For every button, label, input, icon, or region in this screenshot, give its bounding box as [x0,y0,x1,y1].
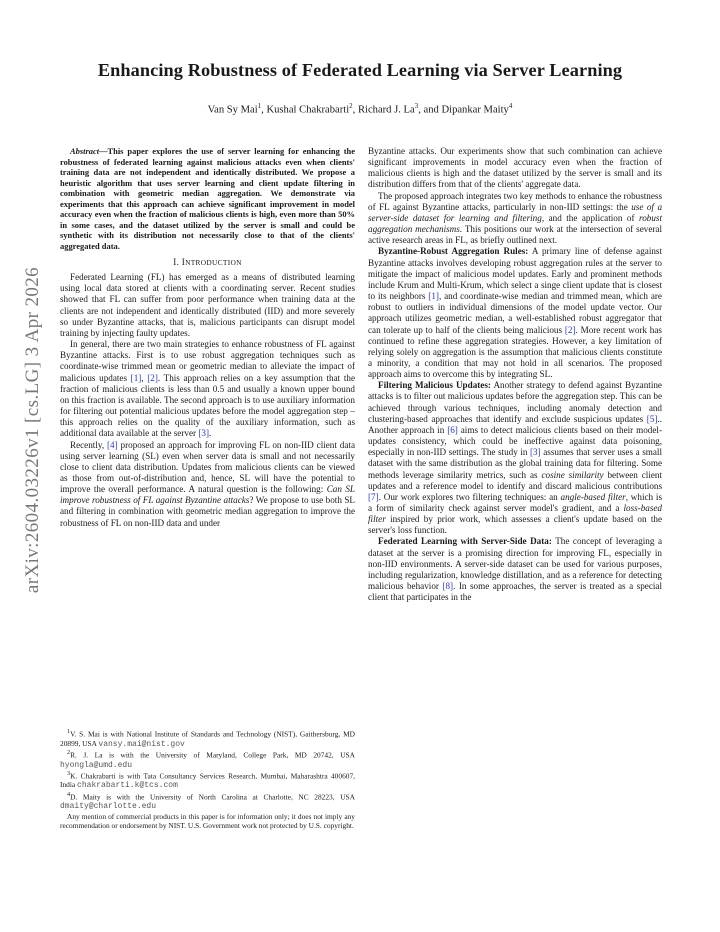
citation-link[interactable]: [5] [646,413,658,424]
body-paragraph: Filtering Malicious Updates: Another strategy to defend against Byzantine attacks is to filter out malicious updates before the aggregation step. This can be achieved through various techniques, including anomaly detection and clustering-based approaches that identify and exclude suspicious updates [5].. Another approach in [6] aims to detect malicious clients based on their model-updates consistency, which could be ineffective against data poisoning, especially in non-IID settings. The study in [3] assumes that server uses a small dataset with the same distribution as the global training data for filtering. Some methods leverage similarity metrics, such as cosine similarity between client updates and a reference model to identify and discard malicious contributions [7]. Our work explores two filtering techniques: an angle-based filter, which is a form of similarity check against server model's gradient, and a loss-based filter inspired by prior work, which assesses a client's update based on the server's loss function. [368,380,663,536]
body-paragraph: Byzantine attacks. Our experiments show that such combination can achieve significant improvements in model accuracy even when the fraction of malicious clients is high and the dataset utilized by the server is small and its distribution differs from that of the clients' aggregate data. [368,146,662,190]
author-affiliation-mark: 2 [349,102,353,110]
author-name: Van Sy Mai [207,104,258,116]
author-affiliation-mark: 3 [414,102,419,110]
body-paragraph: Federated Learning with Server-Side Data: The concept of leveraging a dataset at the server is a promising direction for improving FL, especially in non-IID environments. A server-side dataset can be used for various purposes, including regularization, knowledge distillation, and as a reference for detecting malicious behavior [8]. In some approaches, the server is treated as a special client that participates in the [368,536,662,603]
author-name: Richard J. La [357,104,415,116]
footnote-affiliation: $^2$R. J. La is with the University of Maryland, College Park, MD 20742, USA hyongla@umd.edu [60,749,355,770]
arxiv-identifier: arXiv:2604.03226v1 [cs.LG] 3 Apr 2026 [22,266,43,594]
run-in-heading: Byzantine-Robust Aggregation Rules: [378,246,529,257]
intro-paragraph: Recently, [4] proposed an approach for improving FL on non-IID client data using server learning (SL) even when server data is small and not necessarily close to client data distribution. Updates from malicious clients can be viewed as those from out-of-distribution and, hence, SL will have the potential to improve the overall performance. A natural question is the following: Can SL improve robustness of FL against Byzantine attacks? We propose to use both SL and filtering in combination with geometric median aggregation to improve the robustness of FL on non-IID data and under [60,439,356,528]
citation-link[interactable]: [1] [428,291,439,302]
abstract-text: —This paper explores the use of server learning for enhancing the robustness of federated learning against malicious attacks even when clients' training data are not independent and identically distributed. We propose a heuristic algorithm that uses server learning and client update filtering in combination with geometric median aggregation. We demonstrate via experiments that this approach can achieve significant improvement in model accuracy even when the fraction of malicious clients is high, even more than 50% in some cases, and the dataset utilized by the server is small and could be synthetic with its distribution not necessarily close to that of the clients' aggregated data. [60,146,355,251]
email-link[interactable]: chakrabarti.k@tcs.com [77,781,178,791]
author-name: Kushal Chakrabarti [266,104,350,116]
footnotes [60,728,355,830]
citation-link[interactable]: [1] [130,372,142,383]
author-affiliation-mark: 1 [257,102,262,110]
citation-link[interactable]: [6] [447,424,458,435]
footnote-affiliation: $^1$V. S. Mai is with National Institute of Standards and Technology (NIST), Gaithersburg, MD 20899, USA vansy.mai@nist.gov [60,729,355,749]
citation-link[interactable]: [2] [564,324,576,335]
body-paragraph: Byzantine-Robust Aggregation Rules: A primary line of defense against Byzantine attacks involves developing robust aggregation rules at the server to mitigate the impact of malicious model updates. Early and prominent methods include Krum and Multi-Krum, which select a singe client update that is closest to its neighbors [1], and coordinate-wise median and trimmed mean, which are robust to outliers in individual dimensions of the model update vector. Our approach utilizes geometric median, a well-established robust aggregator that can tolerate up to half of the clients being malicious [2]. More recent work has continued to refine these aggregation strategies. However, a key limitation of relying solely on aggregation is the assumption that malicious clients constitute a minority, a condition that may not hold in all scenarios. The proposed approach aims to overcome this by integrating SL. [368,246,662,380]
footnote-disclaimer: Any mention of commercial products in this paper is for information only; it does not imply any recommendation or endorsement by NIST. U.S. Government work not protected by U.S. copyright. [60,811,355,830]
email-link[interactable]: hyongla@umd.edu [60,760,133,770]
intro-paragraph: In general, there are two main strategies to enhance robustness of FL against Byzantine attacks. First is to use robust aggregation techniques such as coordinate-wise trimmed mean or geometric median to alleviate the impact of malicious updates [1], [2]. This approach relies on a key assumption that the fraction of malicious clients is less than 0.5 and usually a known upper bound on this fraction is available. The second approach is to use auxiliary information for filtering out potential malicious updates before the model aggregation step – this approach relies on the quality of the auxiliary information, such as additional data available at the server [3]. [60,339,356,439]
run-in-heading: Federated Learning with Server-Side Data: [378,536,552,547]
abstract [60,146,355,251]
run-in-heading: Filtering Malicious Updates: [378,380,491,391]
citation-link[interactable]: [3] [198,428,209,439]
citation-link[interactable]: [2] [147,372,158,383]
section-heading-introduction: I. INTRODUCTION [173,257,242,267]
citation-link[interactable]: [4] [107,439,118,450]
intro-paragraph: Federated Learning (FL) has emerged as a means of distributed learning using local data stored at clients with a coordinating server. Recent studies showed that FL can suffer from poor performance when training data at the clients are not independent and identically distributed (IID) and more severely so under Byzantine attacks, that is, malicious participants can disrupt model training by injecting faulty updates. [60,272,355,338]
email-link[interactable]: dmaity@charlotte.edu [60,802,157,812]
email-link[interactable]: vansy.mai@nist.gov [98,739,185,749]
abstract-label: Abstract [70,146,100,156]
research-question: Can SL improve robustness of FL against Byzantine attacks [60,484,355,506]
arxiv-sidebar-stamp [18,190,48,670]
body-paragraph: The proposed approach integrates two key methods to enhance the robustness of FL against Byzantine attacks, particularly in non-IID settings: the use of a server-side dataset for learning and filtering, and the application of robust aggregation mechanisms. This positions our work at the intersection of several active research areas in FL, as briefly outlined next. [368,190,663,246]
author-name: Dipankar Maity [441,104,509,116]
citation-link[interactable]: [8] [442,581,454,592]
citation-link[interactable]: [3] [530,447,541,458]
author-list: Van Sy Mai$^1$, Kushal Chakrabarti$^2$, Richard J. La$^3$, and Dipankar Maity$^4$ [207,102,513,116]
footnote-affiliation: $^3$K. Chakrabarti is with Tata Consultancy Services Research, Mumbai, Maharashtra 400607, India chakrabarti.k@tcs.com [60,770,355,791]
citation-link[interactable]: [7] [368,491,379,502]
left-column [60,146,355,529]
footnote-affiliation: $^4$D. Maity is with the University of North Carolina at Charlotte, NC 28223, USA dmaity@charlotte.edu [60,791,355,812]
paper-title: Enhancing Robustness of Federated Learning via Server Learning [97,60,623,80]
right-column [368,146,662,603]
author-affiliation-mark: 4 [508,102,513,110]
